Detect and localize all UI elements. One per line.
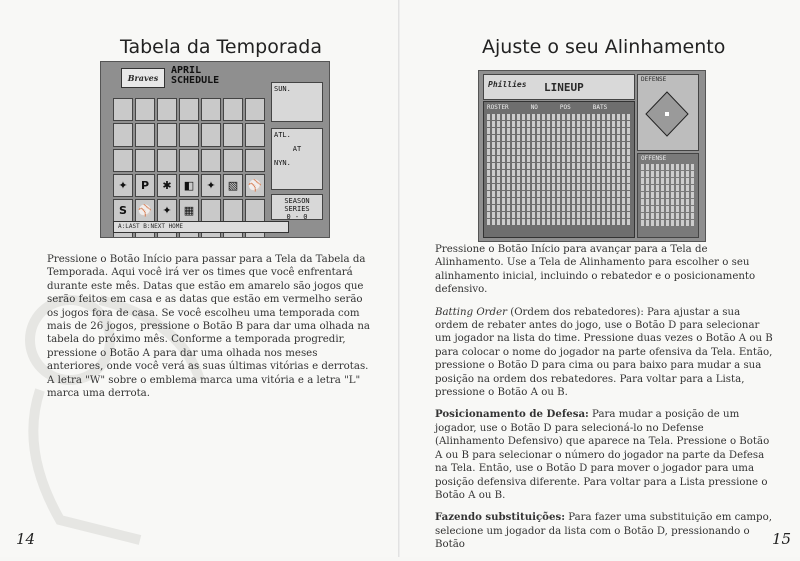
roster-list xyxy=(483,101,635,238)
right-page xyxy=(400,0,800,557)
lineup-description xyxy=(435,243,775,561)
lineup-header: Phillies LINEUP xyxy=(483,74,635,100)
batting-order-paragraph: Batting Order (Ordem dos rebatedores): Para ajustar a sua ordem de rebater antes do jogo, use o Botão D para selecionar um jogador na lista do time. Pressione duas vezes o Botão A ou B para colocar o nome do jogador na parte ofensiva da Tela. Então, pressione o Botão D para cima ou para baixo para mudar a sua posição na ordem dos rebatedores. Para voltar para a Lista, pressione o Botão A ou B. xyxy=(435,306,773,399)
calendar-grid: ✦ P ✱ ◧ ✦ ▧ ⚾ S ⚾ ✦ ▦ xyxy=(113,98,265,238)
page-title: Ajuste o seu Alinhamento xyxy=(482,36,726,58)
matchup-panel: ATL. AT NYN. xyxy=(271,128,323,190)
sun-panel: SUN. xyxy=(271,82,323,122)
schedule-paragraph: Pressione o Botão Início para passar para a Tela da Tabela da Temporada. Aqui você irá ver os times que você enfrentará durante este mês. Datas que estão em amarelo são jogos que serão feitos em casa e as datas que estão em vermelho serão os jogos fora de casa. Se você escolheu uma temporada com mais de 26 jogos, pressione o Botão B para dar uma olhada na tabela do próximo mês. Conforme a temporada progredir, pressione o Botão A para dar uma olhada nos meses anteriores, onde você verá as suas últimas vitórias e derrotas. A letra "W" sobre o emblema marca uma vitória e a letra "L" marca uma derrota. xyxy=(47,254,370,400)
left-page xyxy=(0,0,400,557)
lineup-screenshot xyxy=(478,70,706,242)
offense-list: OFFENSE xyxy=(637,153,699,238)
substitutions-paragraph: Fazendo substituições: Para fazer uma substituição em campo, selecione um jogador da lista com o Botão D, pressionando o Botão xyxy=(435,511,772,551)
page-number-right: 15 xyxy=(772,530,792,548)
schedule-screenshot xyxy=(100,61,330,238)
baseball-diamond-icon xyxy=(638,84,696,146)
page-number-left: 14 xyxy=(16,530,36,548)
braves-logo: Braves xyxy=(121,68,165,88)
roster-columns: ROSTER NO POS BATS xyxy=(487,104,608,111)
schedule-controls-bar: A:LAST B:NEXT HOME xyxy=(113,221,289,233)
schedule-header: APRIL SCHEDULE xyxy=(171,65,220,86)
defense-position-paragraph: Posicionamento de Defesa: Para mudar a posição de um jogador, use o Botão D para selecioná-lo no Defense (Alinhamento Defensivo) que aparece na Tela. Pressione o Botão A ou B para selecionar o número do jogador na parte da Defesa na Tela. Então, use o Botão D para mover o jogador para uma posição defensiva diferente. Para voltar para a Lista pressione o Botão A ou B. xyxy=(435,408,770,501)
phillies-logo: Phillies xyxy=(488,80,527,89)
page-title: Tabela da Temporada xyxy=(120,36,322,58)
schedule-description xyxy=(47,253,375,409)
season-series-panel: SEASON SERIES 0 - 0 xyxy=(271,194,323,220)
lineup-intro-paragraph: Pressione o Botão Início para avançar para a Tela de Alinhamento. Use a Tela de Alinhamento para escolher o seu alinhamento inicial, incluindo o rebatedor e o posicionamento defensivo. xyxy=(435,244,756,296)
defense-diagram: DEFENSE xyxy=(637,74,699,151)
